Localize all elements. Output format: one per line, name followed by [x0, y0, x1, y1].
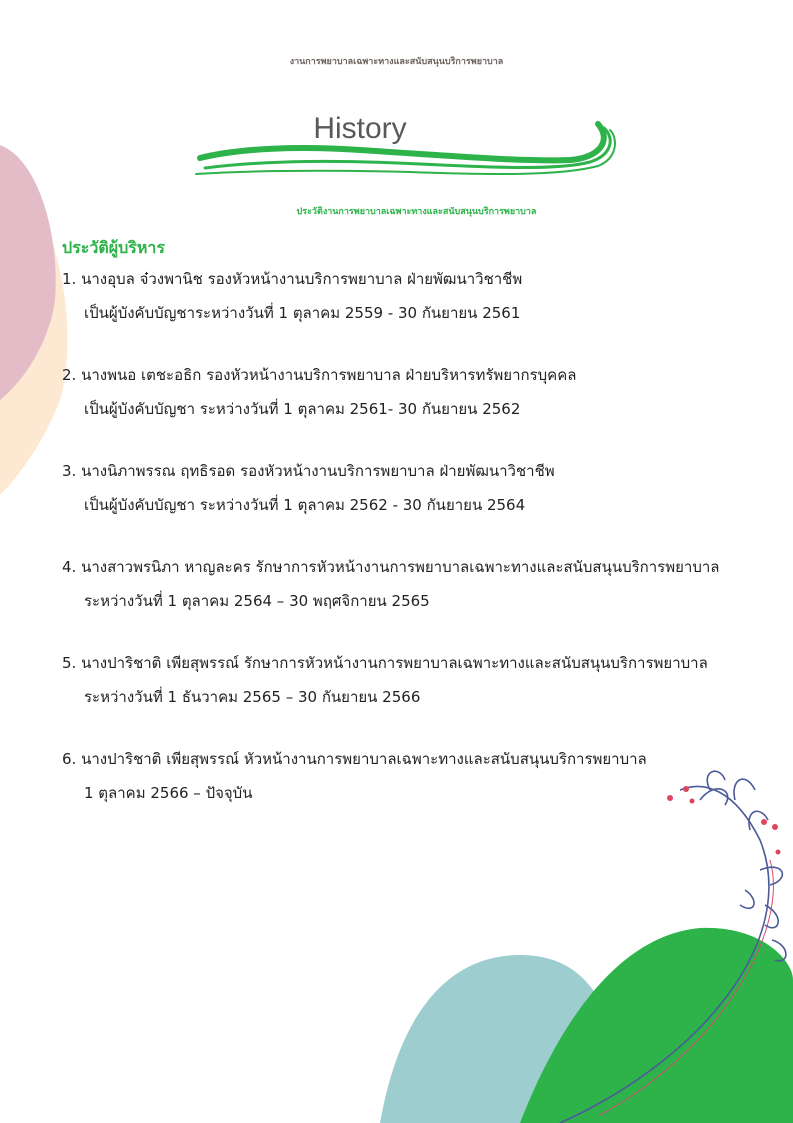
item-period-line: เป็นผู้บังคับบัญชา ระหว่างวันที่ 1 ตุลาคม 2561- 30 กันยายน 2562 [84, 400, 521, 418]
item-period-line: เป็นผู้บังคับบัญชาระหว่างวันที่ 1 ตุลาคม 2559 - 30 กันยายน 2561 [84, 304, 521, 322]
item-name-line: 6. นางปาริชาติ เพียสุพรรณ์ หัวหน้างานการพยาบาลเฉพาะทางและสนับสนุนบริการพยาบาล [62, 750, 647, 768]
item-name-line: 3. นางนิภาพรรณ ฤทธิรอด รองหัวหน้างานบริการพยาบาล ฝ่ายพัฒนาวิชาชีพ [62, 462, 555, 480]
item-name-line: 1. นางอุบล จ๋วงพานิช รองหัวหน้างานบริการพยาบาล ฝ่ายพัฒนาวิชาชีพ [62, 270, 523, 288]
history-item-4 [62, 550, 719, 618]
history-banner: History [313, 112, 407, 145]
item-period-line: ระหว่างวันที่ 1 ธันวาคม 2565 – 30 กันยายน 2566 [84, 688, 421, 706]
floral-berries [667, 786, 781, 855]
history-item-5 [62, 646, 708, 714]
item-name-line: 4. นางสาวพรนิภา หาญละคร รักษาการหัวหน้างานการพยาบาลเฉพาะทางและสนับสนุนบริการพยาบาล [62, 558, 720, 576]
history-item-3 [62, 454, 555, 522]
history-item-6 [62, 742, 647, 810]
sub-title: ประวัติผู้บริหาร [62, 238, 165, 257]
section-title: ประวัติงานการพยาบาลเฉพาะทางและสนับสนุนบริการพยาบาล [296, 207, 537, 217]
history-item-2 [62, 358, 576, 426]
item-period-line: 1 ตุลาคม 2566 – ปัจจุบัน [84, 784, 253, 802]
item-period-line: ระหว่างวันที่ 1 ตุลาคม 2564 – 30 พฤศจิกายน 2565 [84, 592, 430, 610]
history-item-1 [62, 262, 522, 330]
item-name-line: 5. นางปาริชาติ เพียสุพรรณ์ รักษาการหัวหน้างานการพยาบาลเฉพาะทางและสนับสนุนบริการพยาบาล [62, 654, 708, 672]
item-period-line: เป็นผู้บังคับบัญชา ระหว่างวันที่ 1 ตุลาคม 2562 - 30 กันยายน 2564 [84, 496, 526, 514]
page-title: งานการพยาบาลเฉพาะทางและสนับสนุนบริการพยาบาล [289, 57, 504, 67]
item-name-line: 2. นางพนอ เตชะอธิก รองหัวหน้างานบริการพยาบาล ฝ่ายบริหารทรัพยากรบุคคล [62, 366, 577, 384]
